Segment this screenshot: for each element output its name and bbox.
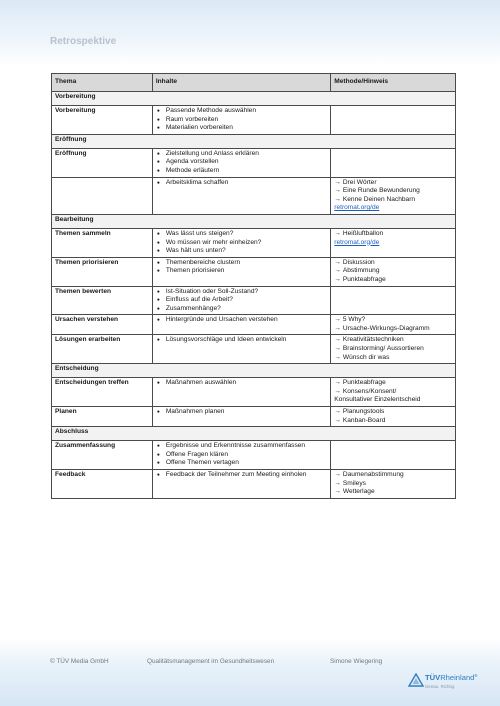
method-item	[334, 471, 452, 480]
retromat-link[interactable]: retromat.org/de	[334, 238, 380, 246]
method-item	[334, 345, 452, 354]
row-contents	[152, 228, 330, 257]
contents-list	[156, 336, 327, 345]
arrow-right-icon: →	[334, 387, 341, 395]
method-item	[334, 316, 452, 325]
row-method	[331, 470, 456, 499]
contents-item: ● Einfluss auf die Arbeit?	[156, 296, 327, 305]
row-contents	[152, 286, 330, 315]
arrow-right-icon: →	[334, 229, 341, 237]
contents-list	[156, 408, 327, 417]
row-method	[331, 441, 456, 470]
row-theme: Ursachen verstehen	[52, 315, 153, 335]
method-item	[334, 480, 452, 489]
row-contents	[152, 177, 330, 214]
arrow-right-icon: →	[334, 379, 341, 387]
contents-item: ● Feedback der Teilnehmer zum Meeting einholen	[156, 471, 327, 480]
row-theme: Lösungen erarbeiten	[52, 335, 153, 364]
method-item	[334, 179, 452, 188]
method-label: Punkteabfrage	[342, 379, 386, 387]
table-row	[52, 228, 456, 257]
retrospective-table	[51, 73, 456, 499]
method-label: Wetterlage	[342, 488, 375, 496]
table-header-row	[52, 74, 456, 92]
row-method	[331, 106, 456, 135]
method-item	[334, 336, 452, 345]
method-item	[334, 388, 452, 397]
table-row	[52, 177, 456, 214]
method-label: Abstimmung	[342, 267, 380, 275]
method-item	[334, 276, 452, 285]
contents-item: ● Themenbereiche clustern	[156, 259, 327, 268]
row-theme: Entscheidungen treffen	[52, 378, 153, 407]
method-item	[334, 396, 452, 405]
table-row	[52, 106, 456, 135]
row-method	[331, 228, 456, 257]
row-theme	[52, 177, 153, 214]
contents-item: ● Offene Themen vertagen	[156, 459, 327, 468]
method-list	[334, 408, 452, 425]
table-row	[52, 378, 456, 407]
method-list	[334, 316, 452, 333]
arrow-right-icon: →	[334, 187, 341, 195]
contents-item: ● Was lässt uns steigen?	[156, 230, 327, 239]
contents-item: ● Passende Methode auswählen	[156, 107, 327, 116]
section-row	[52, 134, 456, 148]
method-label: Wünsch dir was	[342, 353, 390, 361]
row-theme: Themen sammeln	[52, 228, 153, 257]
method-label: 5 Why?	[342, 316, 366, 324]
row-contents	[152, 148, 330, 177]
method-list	[334, 230, 452, 239]
method-item	[334, 488, 452, 497]
contents-list	[156, 107, 327, 133]
logo-brand: TÜVRheinland®	[425, 673, 478, 682]
method-label: Heißluftballon	[342, 229, 384, 237]
contents-item: ● Offene Fragen klären	[156, 451, 327, 460]
method-item	[334, 187, 452, 196]
table-body	[52, 92, 456, 499]
contents-list	[156, 288, 327, 314]
contents-item: ● Raum vorbereiten	[156, 116, 327, 125]
method-label: Kenne Deinen Nachbarn	[342, 195, 416, 203]
row-method	[331, 407, 456, 427]
method-label: Ursache-Wirkungs-Diagramm	[342, 324, 430, 332]
table-row	[52, 148, 456, 177]
method-list	[334, 471, 452, 497]
method-item	[334, 196, 452, 205]
row-contents	[152, 441, 330, 470]
section-row	[52, 364, 456, 378]
contents-item: ● Materialien vorbereiten	[156, 124, 327, 133]
contents-list	[156, 442, 327, 468]
contents-list	[156, 471, 327, 480]
method-list	[334, 259, 452, 285]
row-method	[331, 177, 456, 214]
table-row	[52, 257, 456, 286]
method-label: Konsens/Konsent/	[342, 387, 397, 395]
arrow-right-icon: →	[334, 275, 341, 283]
arrow-right-icon: →	[334, 258, 341, 266]
contents-item: ● Maßnahmen planen	[156, 408, 327, 417]
column-header-contents: Inhalte	[152, 74, 330, 92]
row-contents	[152, 315, 330, 335]
contents-item: ● Ergebnisse und Erkenntnisse zusammenfassen	[156, 442, 327, 451]
contents-list	[156, 379, 327, 388]
section-title: Vorbereitung	[52, 92, 456, 106]
row-contents	[152, 470, 330, 499]
arrow-right-icon: →	[334, 267, 341, 275]
row-theme: Feedback	[52, 470, 153, 499]
document-title: Retrospektive	[50, 36, 117, 47]
header-band	[0, 0, 500, 66]
column-header-theme: Thema	[52, 74, 153, 92]
method-label: Kanban-Board	[342, 416, 386, 424]
arrow-right-icon: →	[334, 408, 341, 416]
contents-item: ● Zusammenhänge?	[156, 305, 327, 314]
arrow-right-icon: →	[334, 471, 341, 478]
column-header-method: Methode/Hinweis	[331, 74, 456, 92]
table-row	[52, 315, 456, 335]
table-row	[52, 335, 456, 364]
contents-item: ● Was hält uns unten?	[156, 247, 327, 256]
contents-item: ● Hintergründe und Ursachen verstehen	[156, 316, 327, 325]
table-row	[52, 441, 456, 470]
table-row	[52, 407, 456, 427]
method-item	[334, 259, 452, 268]
row-contents	[152, 335, 330, 364]
arrow-right-icon: →	[334, 353, 341, 361]
contents-item: ● Lösungsvorschläge und Ideen entwickeln	[156, 336, 327, 345]
row-method	[331, 315, 456, 335]
section-row	[52, 214, 456, 228]
row-method	[331, 286, 456, 315]
row-theme: Vorbereitung	[52, 106, 153, 135]
method-item	[334, 417, 452, 426]
method-label: Drei Wörter	[342, 178, 377, 186]
contents-list	[156, 150, 327, 176]
arrow-right-icon: →	[334, 416, 341, 424]
contents-item: ● Arbeitsklima schaffen	[156, 179, 327, 188]
section-title: Eröffnung	[52, 134, 456, 148]
row-theme: Eröffnung	[52, 148, 153, 177]
footer-author: Simone Wiegering	[330, 658, 383, 665]
contents-list	[156, 259, 327, 276]
method-item	[334, 230, 452, 239]
arrow-right-icon: →	[334, 324, 341, 332]
footer-company: © TÜV Media GmbH	[50, 658, 109, 665]
method-label: Diskussion	[342, 258, 375, 266]
row-method	[331, 378, 456, 407]
row-contents	[152, 378, 330, 407]
tuv-logo	[408, 671, 492, 695]
contents-item: ● Methode erläutern	[156, 167, 327, 176]
row-method	[331, 148, 456, 177]
arrow-right-icon: →	[334, 178, 341, 186]
method-label: Daumenabstimmung	[342, 471, 404, 478]
contents-item: ● Maßnahmen auswählen	[156, 379, 327, 388]
retromat-link[interactable]: retromat.org/de	[334, 204, 380, 212]
section-title: Bearbeitung	[52, 214, 456, 228]
method-item	[334, 379, 452, 388]
method-label: Kreativitätstechniken	[342, 336, 404, 344]
method-label: Eine Runde Bewunderung	[342, 187, 420, 195]
method-item	[334, 267, 452, 276]
section-title: Entscheidung	[52, 364, 456, 378]
logo-tagline: Genau. Richtig.	[425, 684, 456, 689]
arrow-right-icon: →	[334, 336, 341, 344]
section-title: Abschluss	[52, 427, 456, 441]
table-row	[52, 286, 456, 315]
contents-list	[156, 179, 327, 188]
arrow-right-icon: →	[334, 316, 341, 324]
arrow-right-icon: →	[334, 195, 341, 203]
section-row	[52, 427, 456, 441]
method-label: Konsultativer Einzelentscheid	[334, 396, 421, 404]
method-item	[334, 325, 452, 334]
row-contents	[152, 257, 330, 286]
method-item	[334, 408, 452, 417]
method-label: Punkteabfrage	[342, 275, 386, 283]
arrow-right-icon: →	[334, 488, 341, 496]
method-list	[334, 336, 452, 362]
row-theme: Zusammenfassung	[52, 441, 153, 470]
footer-subject: Qualitätsmanagement im Gesundheitswesen	[147, 658, 275, 665]
contents-item: ● Ist-Situation oder Soll-Zustand?	[156, 288, 327, 297]
row-theme: Themen priorisieren	[52, 257, 153, 286]
contents-item: ● Themen priorisieren	[156, 267, 327, 276]
row-method	[331, 335, 456, 364]
method-label: Smileys	[342, 479, 366, 487]
section-row	[52, 92, 456, 106]
row-method	[331, 257, 456, 286]
contents-item: ● Agenda vorstellen	[156, 158, 327, 167]
row-contents	[152, 407, 330, 427]
table-row	[52, 470, 456, 499]
method-list	[334, 179, 452, 205]
contents-item: ● Zielstellung und Anlass erklären	[156, 150, 327, 159]
arrow-right-icon: →	[334, 345, 341, 353]
method-item	[334, 354, 452, 363]
method-label: Brainstorming/ Aussortieren	[342, 345, 424, 353]
contents-list	[156, 316, 327, 325]
row-contents	[152, 106, 330, 135]
contents-list	[156, 230, 327, 256]
row-theme: Themen bewerten	[52, 286, 153, 315]
contents-item: ● Wo müssen wir mehr einheizen?	[156, 239, 327, 248]
arrow-right-icon: →	[334, 479, 341, 487]
row-theme: Planen	[52, 407, 153, 427]
tuv-triangle-icon	[408, 673, 424, 687]
method-list	[334, 379, 452, 405]
method-label: Planungstools	[342, 408, 385, 416]
